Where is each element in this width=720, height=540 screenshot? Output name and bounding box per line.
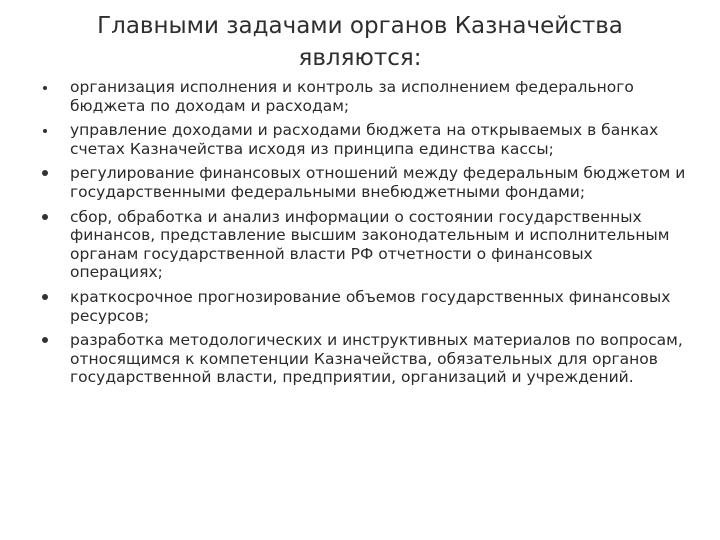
bullet-item-6 [38, 331, 688, 387]
bullet-text-2: управление доходами и расходами бюджета на открываемых в банках счетах Казначейства исходя из принципа единства кассы; [70, 121, 659, 158]
bullet-icon [43, 86, 47, 90]
bullet-list [38, 78, 688, 387]
slide-title-line-2: являются: [298, 45, 422, 71]
bullet-item-5 [38, 288, 688, 325]
bullet-text-6: разработка методологических и инструктивных материалов по вопросам, относящимся к компетенции Казначейства, обязательных для органов государственной власти, предприятии, организаций и учреждений. [70, 331, 683, 387]
bullet-icon [42, 294, 48, 300]
bullet-item-4 [38, 208, 688, 282]
bullet-text-1: организация исполнения и контроль за исполнением федерального бюджета по доходам и расходам; [70, 78, 634, 115]
bullet-icon [43, 129, 47, 133]
slide-title [60, 10, 660, 74]
bullet-text-4: сбор, обработка и анализ информации о состоянии государственных финансов, представление высшим законодательным и исполнительным органам государственной власти РФ отчетности о финансовых операциях; [70, 207, 670, 282]
bullet-text-3: регулирование финансовых отношений между федеральным бюджетом и государственными федеральными внебюджетными фондами; [70, 164, 686, 201]
bullet-item-3 [38, 164, 688, 201]
bullet-icon [42, 337, 48, 343]
bullet-icon [42, 170, 48, 176]
bullet-item-2 [38, 121, 688, 158]
slide-title-line-1: Главными задачами органов Казначейства [97, 13, 623, 39]
bullet-text-5: краткосрочное прогнозирование объемов государственных финансовых ресурсов; [70, 287, 671, 325]
bullet-item-1 [38, 78, 688, 115]
bullet-icon [42, 214, 48, 220]
